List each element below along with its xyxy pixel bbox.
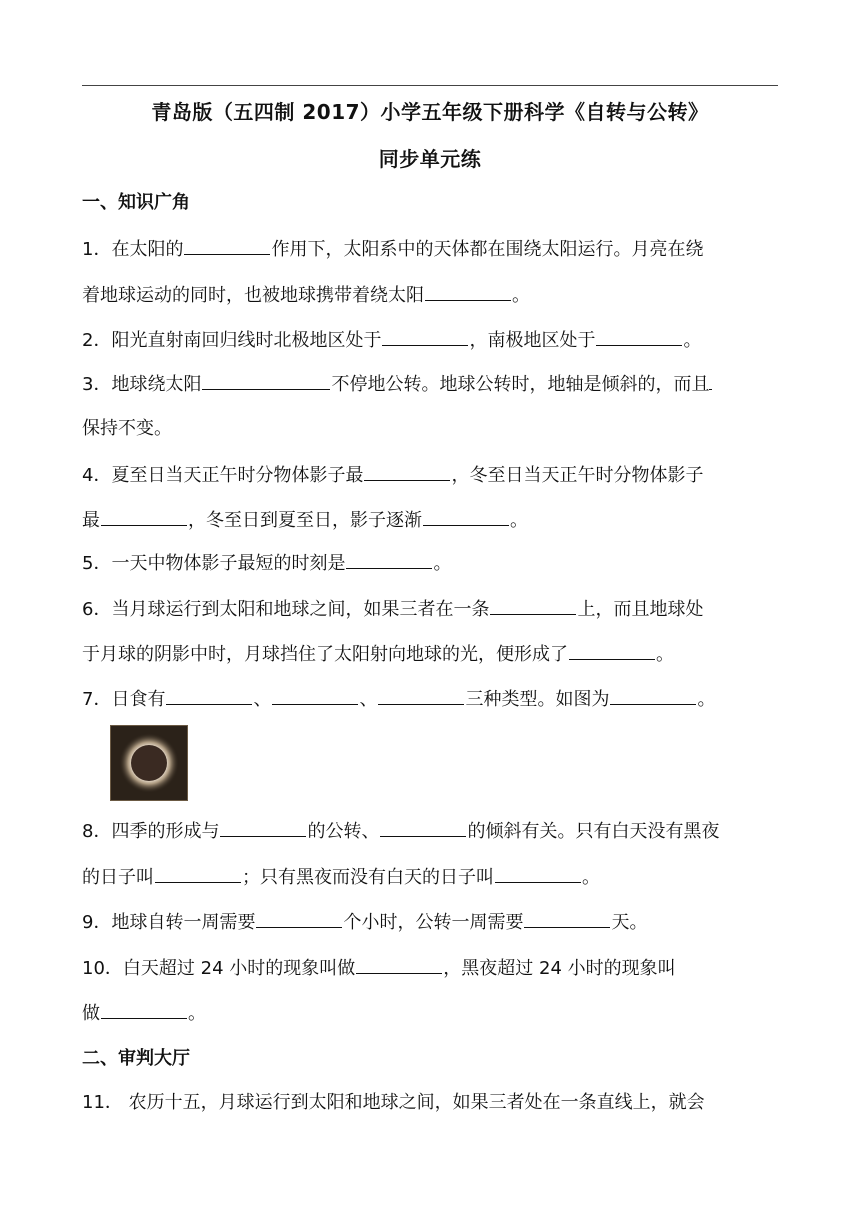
answer-blank[interactable] bbox=[610, 686, 696, 705]
question-4-line-2: 最 ，冬至日到夏至日，影子逐渐 。 bbox=[82, 507, 782, 533]
solar-eclipse-image bbox=[110, 725, 188, 801]
answer-blank[interactable] bbox=[378, 686, 464, 705]
question-6-line-1: 6．当月球运行到太阳和地球之间，如果三者在一条 上，而且地球处 bbox=[82, 596, 782, 622]
question-7: 7．日食有 、 、 三种类型。如图为 。 bbox=[82, 686, 782, 712]
question-1-line-1: 1．在太阳的 作用下，太阳系中的天体都在围绕太阳运行。月亮在绕 bbox=[82, 236, 782, 262]
answer-blank[interactable] bbox=[569, 641, 655, 660]
eclipse-icon bbox=[111, 726, 187, 800]
answer-blank[interactable] bbox=[272, 686, 358, 705]
question-8-line-2: 的日子叫 ；只有黑夜而没有白天的日子叫 。 bbox=[82, 864, 782, 890]
answer-blank[interactable] bbox=[101, 507, 187, 526]
header-rule bbox=[82, 85, 778, 86]
answer-blank[interactable] bbox=[364, 462, 450, 481]
answer-blank[interactable] bbox=[202, 371, 330, 390]
question-2: 2．阳光直射南回归线时北极地区处于 ，南极地区处于 。 bbox=[82, 327, 782, 353]
question-4-line-1: 4．夏至日当天正午时分物体影子最 ，冬至日当天正午时分物体影子 bbox=[82, 462, 782, 488]
answer-blank[interactable] bbox=[220, 818, 306, 837]
question-9: 9．地球自转一周需要 个小时，公转一周需要 天。 bbox=[82, 909, 782, 935]
question-10-line-1: 10．白天超过 24 小时的现象叫做 ，黑夜超过 24 小时的现象叫 bbox=[82, 955, 782, 981]
answer-blank[interactable] bbox=[101, 1000, 187, 1019]
answer-blank[interactable] bbox=[490, 596, 576, 615]
question-10-line-2: 做 。 bbox=[82, 1000, 782, 1026]
section-heading-judgement: 二、审判大厅 bbox=[82, 1048, 190, 1069]
section-heading-knowledge: 一、知识广角 bbox=[82, 192, 190, 213]
answer-blank[interactable] bbox=[495, 864, 581, 883]
answer-blank[interactable] bbox=[356, 955, 442, 974]
answer-blank[interactable] bbox=[380, 818, 466, 837]
question-6-line-2: 于月球的阴影中时，月球挡住了太阳射向地球的光，便形成了 。 bbox=[82, 641, 782, 667]
question-11-line-1: 11． 农历十五，月球运行到太阳和地球之间，如果三者处在一条直线上，就会 bbox=[82, 1092, 705, 1113]
page-title: 青岛版（五四制 2017）小学五年级下册科学《自转与公转》 bbox=[151, 100, 709, 124]
page-subtitle: 同步单元练 bbox=[378, 147, 482, 171]
answer-blank[interactable] bbox=[346, 550, 432, 569]
answer-blank[interactable] bbox=[596, 327, 682, 346]
answer-blank[interactable] bbox=[382, 327, 468, 346]
answer-blank[interactable] bbox=[184, 236, 270, 255]
question-1-line-2: 着地球运动的同时，也被地球携带着绕太阳 。 bbox=[82, 282, 782, 308]
question-3-line-2: 保持不变。 bbox=[82, 418, 172, 439]
question-3-line-1: 3．地球绕太阳 不停地公转。地球公转时，地轴是倾斜的，而且 bbox=[82, 371, 782, 397]
answer-blank[interactable] bbox=[425, 282, 511, 301]
answer-blank[interactable] bbox=[155, 864, 241, 883]
answer-blank[interactable] bbox=[166, 686, 252, 705]
question-8-line-1: 8．四季的形成与 的公转、 的倾斜有关。只有白天没有黑夜 bbox=[82, 818, 782, 844]
question-5: 5．一天中物体影子最短的时刻是 。 bbox=[82, 550, 782, 576]
answer-blank[interactable] bbox=[524, 909, 610, 928]
answer-blank[interactable] bbox=[709, 371, 712, 390]
answer-blank[interactable] bbox=[423, 507, 509, 526]
answer-blank[interactable] bbox=[256, 909, 342, 928]
